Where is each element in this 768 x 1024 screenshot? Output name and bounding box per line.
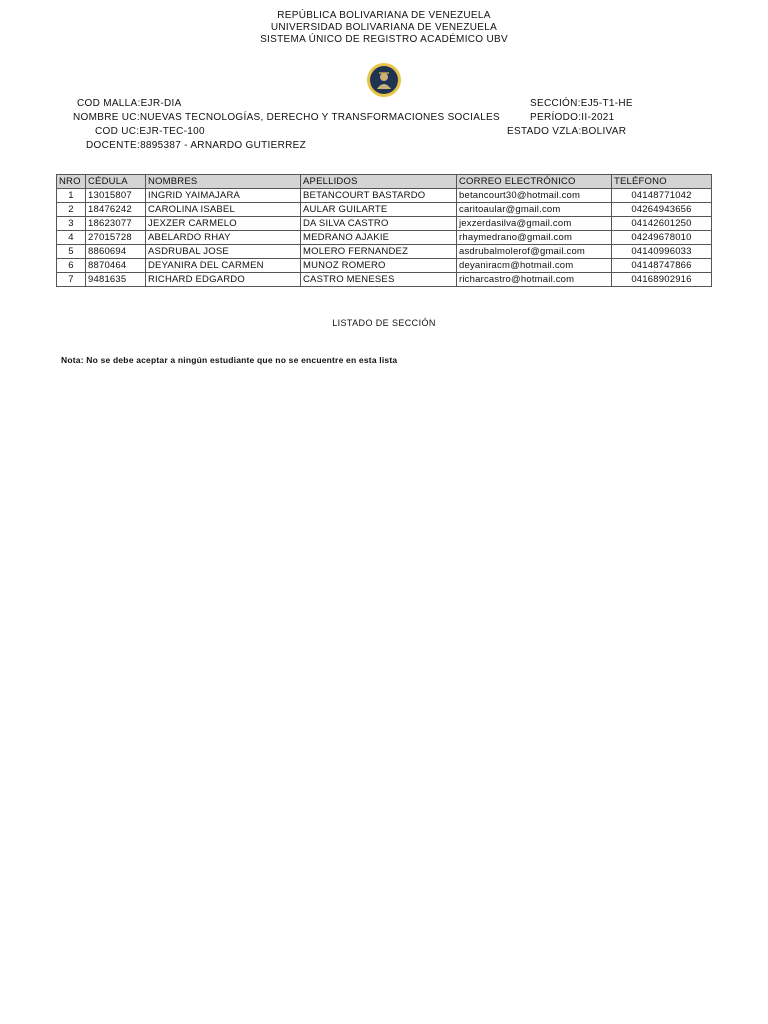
cell-correo: asdrubalmolerof@gmail.com <box>457 245 612 259</box>
cell-nombres: ASDRUBAL JOSE <box>146 245 301 259</box>
cell-correo: caritoaular@gmail.com <box>457 203 612 217</box>
cell-telefono: 04148747866 <box>612 259 712 273</box>
nota-text: Nota: No se debe aceptar a ningún estudiante que no se encuentre en esta lista <box>61 355 398 365</box>
cell-apellidos: MOLERO FERNANDEZ <box>301 245 457 259</box>
cell-nro: 6 <box>57 259 86 273</box>
cell-cedula: 9481635 <box>86 273 146 287</box>
cell-nro: 4 <box>57 231 86 245</box>
cell-nombres: ABELARDO RHAY <box>146 231 301 245</box>
cell-nro: 5 <box>57 245 86 259</box>
periodo: PERÍODO:II-2021 <box>530 112 615 123</box>
cell-nombres: RICHARD EDGARDO <box>146 273 301 287</box>
cell-correo: rhaymedrano@gmail.com <box>457 231 612 245</box>
cell-telefono: 04140996033 <box>612 245 712 259</box>
cell-correo: jexzerdasilva@gmail.com <box>457 217 612 231</box>
cell-nro: 7 <box>57 273 86 287</box>
cell-telefono: 04168902916 <box>612 273 712 287</box>
cell-nro: 3 <box>57 217 86 231</box>
cell-telefono: 04264943656 <box>612 203 712 217</box>
cell-cedula: 27015728 <box>86 231 146 245</box>
cell-nro: 2 <box>57 203 86 217</box>
cell-correo: richarcastro@hotmail.com <box>457 273 612 287</box>
cell-nro: 1 <box>57 189 86 203</box>
cell-correo: betancourt30@hotmail.com <box>457 189 612 203</box>
cell-apellidos: AULAR GUILARTE <box>301 203 457 217</box>
table-row <box>57 231 712 245</box>
cell-telefono: 04142601250 <box>612 217 712 231</box>
docente: DOCENTE:8895387 - ARNARDO GUTIERREZ <box>86 140 306 151</box>
cell-nombres: INGRID YAIMAJARA <box>146 189 301 203</box>
table-row <box>57 203 712 217</box>
cell-telefono: 04148771042 <box>612 189 712 203</box>
estado-vzla: ESTADO VZLA:BOLIVAR <box>507 126 627 137</box>
cell-nombres: DEYANIRA DEL CARMEN <box>146 259 301 273</box>
cell-nombres: CAROLINA ISABEL <box>146 203 301 217</box>
cell-cedula: 8870464 <box>86 259 146 273</box>
cell-cedula: 18476242 <box>86 203 146 217</box>
cod-uc: COD UC:EJR-TEC-100 <box>95 126 205 137</box>
cell-apellidos: MUNOZ ROMERO <box>301 259 457 273</box>
header-sistema: SISTEMA ÚNICO DE REGISTRO ACADÉMICO UBV <box>260 34 508 45</box>
header-republica: REPÚBLICA BOLIVARIANA DE VENEZUELA <box>277 10 491 21</box>
cell-apellidos: MEDRANO AJAKIE <box>301 231 457 245</box>
col-header-cedula: CÉDULA <box>86 175 146 189</box>
cell-nombres: JEXZER CARMELO <box>146 217 301 231</box>
cod-malla: COD MALLA:EJR-DIA <box>77 98 182 109</box>
col-header-telefono: TELÉFONO <box>612 175 712 189</box>
cell-correo: deyaniracm@hotmail.com <box>457 259 612 273</box>
university-seal-icon <box>367 63 401 97</box>
col-header-nombres: NOMBRES <box>146 175 301 189</box>
header-universidad: UNIVERSIDAD BOLIVARIANA DE VENEZUELA <box>270 22 498 33</box>
bolivar-bust-icon <box>373 69 395 91</box>
col-header-correo: CORREO ELECTRÓNICO <box>457 175 612 189</box>
table-row <box>57 259 712 273</box>
listado-title: LISTADO DE SECCIÓN <box>332 318 436 328</box>
cell-cedula: 18623077 <box>86 217 146 231</box>
student-roster-table <box>56 174 712 287</box>
table-row <box>57 273 712 287</box>
nombre-uc: NOMBRE UC:NUEVAS TECNOLOGÍAS, DERECHO Y TRANSFORMACIONES SOCIALES <box>73 112 500 123</box>
cell-cedula: 8860694 <box>86 245 146 259</box>
col-header-apellidos: APELLIDOS <box>301 175 457 189</box>
cell-apellidos: BETANCOURT BASTARDO <box>301 189 457 203</box>
cell-apellidos: DA SILVA CASTRO <box>301 217 457 231</box>
table-row <box>57 217 712 231</box>
cell-apellidos: CASTRO MENESES <box>301 273 457 287</box>
cell-telefono: 04249678010 <box>612 231 712 245</box>
seccion: SECCIÓN:EJ5-T1-HE <box>530 98 633 109</box>
cell-cedula: 13015807 <box>86 189 146 203</box>
col-header-nro: NRO <box>57 175 86 189</box>
table-header-row <box>57 175 712 189</box>
table-row <box>57 189 712 203</box>
table-row <box>57 245 712 259</box>
